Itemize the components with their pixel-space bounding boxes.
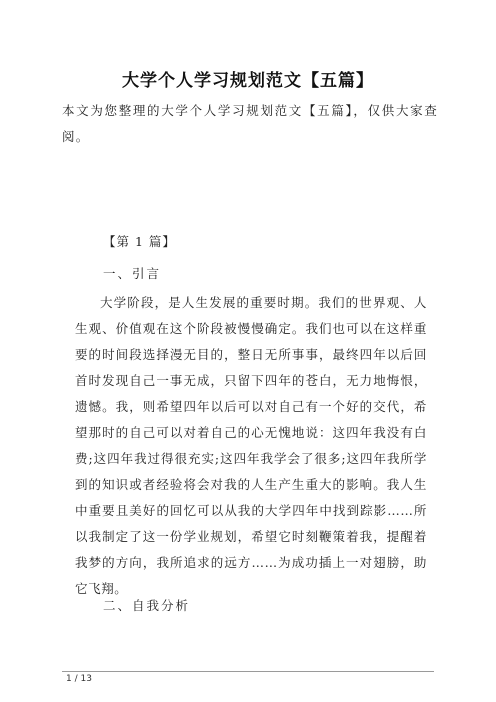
document-title: 大学个人学习规划范文【五篇】	[122, 71, 374, 91]
section-heading-self-analysis: 二、自我分析	[103, 598, 191, 613]
intro-paragraph: 本文为您整理的大学个人学习规划范文【五篇】，仅供大家查阅。	[62, 103, 438, 144]
section-tag: 【第 1 篇】	[103, 234, 176, 249]
page-number: 1 / 13	[66, 674, 92, 684]
body-paragraph: 大学阶段，是人生发展的重要时期。我们的世界观、人生观、价值观在这个阶段被慢慢确定。我们也可以在这样重要的时间段选择漫无目的，整日无所事事，最终四年以后回首时发现自己一事无成，只留下四年的苍白，无力地悔恨，遗憾。我，则希望四年以后可以对自己有一个好的交代，希望那时的自己可以对着自己的心无愧地说：这四年我没有白费;这四年我过得很充实;这四年我学会了很多;这四年我所学到的知识或者经验将会对我的人生产生重大的影响。我人生中重要且美好的回忆可以从我的大学四年中找到踪影……所以我制定了这一份学业规划，希望它时刻鞭策着我，提醒着我梦的方向，我所追求的远方……为成功插上一对翅膀，助它飞翔。	[75, 295, 427, 596]
footer-divider	[62, 671, 434, 672]
section-heading-introduction: 一、引言	[103, 266, 162, 281]
